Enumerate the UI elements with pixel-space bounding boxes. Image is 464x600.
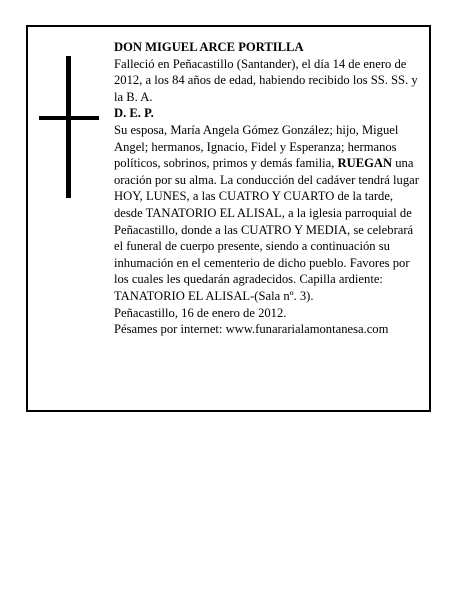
family-and-service-details (114, 122, 420, 305)
place-and-date: Peñacastillo, 16 de enero de 2012. (114, 305, 287, 320)
cross-vertical-bar (66, 56, 71, 198)
online-condolences: Pésames por internet: www.funararialamontanesa.com (114, 322, 389, 337)
obituary-text (114, 39, 420, 338)
death-details: Falleció en Peñacastillo (Santander), el día 14 de enero de 2012, a los 84 años de edad, habiendo recibido los SS. SS. y la B. A. (114, 56, 418, 104)
deceased-name: DON MIGUEL ARCE PORTILLA (114, 40, 304, 54)
service-details: una oración por su alma. La conducción del cadáver tendrá lugar HOY, LUNES, a las CUATRO Y CUARTO de la tarde, desde TANATORIO EL ALISAL, a la iglesia parroquial de Peñacastillo, donde a las CUATRO Y MEDIA, se celebrará el funeral de cuerpo presente, siendo a continuación su inhumación en el cementerio de dicho pueblo. Favores por los cuales les quedarán agradecidos. Capilla ardiente: TANATORIO EL ALISAL-(Sala nº. 3). (114, 156, 419, 303)
family-list: Su esposa, María Angela Gómez González; hijo, Miguel Angel; hermanos, Ignacio, Fidel y Esperanza; hermanos políticos, sobrinos, primos y demás familia, (114, 122, 399, 171)
cross-icon (39, 56, 99, 198)
obituary-notice (26, 25, 431, 412)
rest-in-peace: D. E. P. (114, 106, 154, 121)
cross-horizontal-bar (39, 116, 99, 120)
ruegan-word: RUEGAN (337, 156, 393, 171)
